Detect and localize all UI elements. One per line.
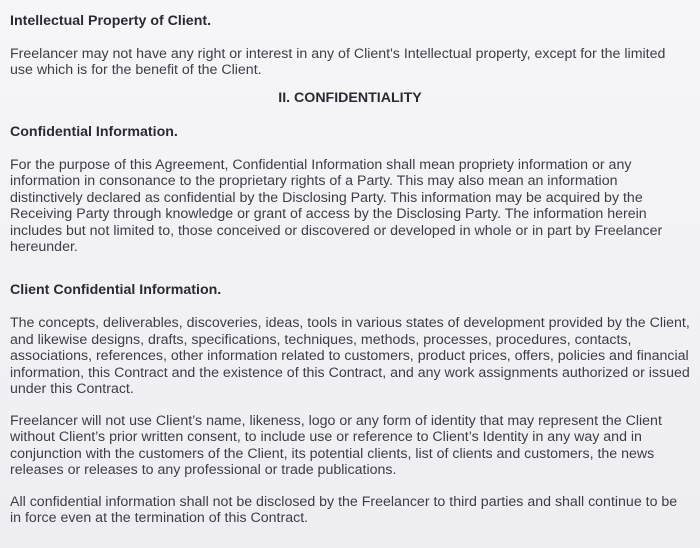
ip-paragraph: Freelancer may not have any right or interest in any of Client's Intellectual property, except for the limited use which is for the benefit of the Client. [10,45,666,78]
client-confidential-heading: Client Confidential Information. [10,281,222,298]
confidential-info-paragraph: For the purpose of this Agreement, Confidential Information shall mean propriety information or any information in consonance to the proprietary rights of a Party. This may also mean an information distinctively declared as confidential by the Disclosing Party. This information may be acquired by the Receiving Party through knowledge or grant of access by the Disclosing Party. The information herein includes but not limited to, those conceived or discovered or developed in whole or in part by Freelancer hereunder. [10,156,663,255]
confidential-info-heading: Confidential Information. [10,124,178,140]
client-confidential-paragraph-1: The concepts, deliverables, discoveries, ideas, tools in various states of development provided by the Client, and likewise designs, drafts, specifications, techniques, methods, processes, procedures, contacts, associations, references, other information related to customers, product prices, offers, policies and financial information, this Contract and the existence of this Contract, and any work assignments authorized or issued under this Contract. [10,315,690,397]
ip-heading: Intellectual Property of Client. [10,13,212,29]
client-confidential-paragraph-2: Freelancer will not use Client’s name, likeness, logo or any form of identity that may represent the Client without Client’s prior written consent, to include use or reference to Client’s Identity in any way and in conjunction with the customers of the Client, its potential clients, list of clients and customers, the news releases or releases to any professional or trade publications. [10,412,662,478]
confidentiality-section-title: II. CONFIDENTIALITY [278,89,422,106]
client-confidential-paragraph-3: All confidential information shall not be disclosed by the Freelancer to third parties and shall continue to be in force even at the termination of this Contract. [10,493,678,526]
